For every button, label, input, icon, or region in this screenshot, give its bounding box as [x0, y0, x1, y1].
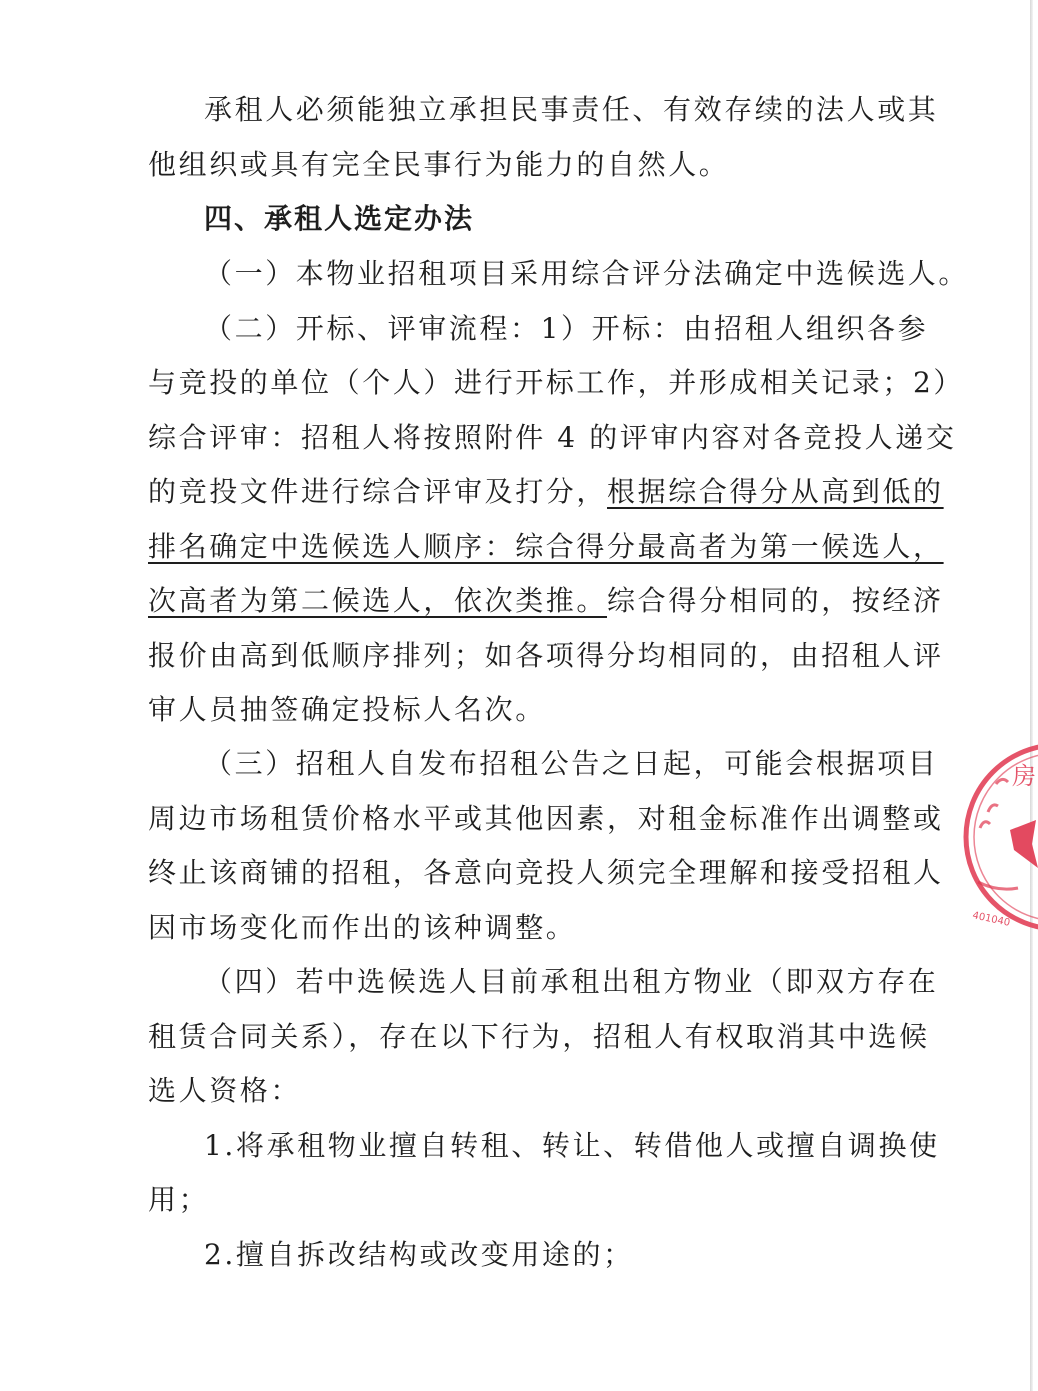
seal-text-top: 房 [1012, 762, 1036, 790]
text-line [204, 312, 928, 346]
text-segment: 综合得分相同的，按经济 [607, 584, 944, 617]
text-segment: 因市场变化而作出的该种调整。 [148, 911, 577, 944]
text-segment: 四、承租人选定办法 [204, 202, 475, 235]
text-line [204, 1238, 634, 1272]
text-segment: 用； [148, 1183, 210, 1216]
text-line [204, 965, 938, 999]
text-line [148, 584, 944, 618]
scan-edge [1030, 0, 1033, 1391]
text-segment: 综合评审：招租人将按照附件 4 的评审内容对各竞投人递交 [148, 421, 957, 454]
text-line [148, 1020, 930, 1054]
text-line [148, 802, 944, 836]
section-heading [204, 202, 474, 236]
text-line [204, 93, 938, 127]
text-line [148, 148, 729, 182]
text-segment: （二）开标、评审流程：1）开标：由招租人组织各参 [204, 312, 929, 345]
text-line [204, 1129, 940, 1163]
text-line [148, 1074, 301, 1108]
text-segment: 与竞投的单位（个人）进行开标工作，并形成相关记录；2） [148, 366, 965, 399]
seal-text-bottom: 401040 [971, 910, 1012, 929]
text-segment: 他组织或具有完全民事行为能力的自然人。 [148, 148, 730, 181]
text-segment: （四）若中选候选人目前承租出租方物业（即双方存在 [204, 965, 939, 998]
seal-graphic [958, 732, 1038, 942]
underlined-segment: 根据综合得分从高到低的 [607, 475, 944, 508]
text-line [148, 366, 964, 400]
text-line [148, 693, 546, 727]
text-segment: 租赁合同关系），存在以下行为，招租人有权取消其中选候 [148, 1020, 930, 1053]
text-line [148, 1183, 209, 1217]
text-segment: 选人资格： [148, 1074, 302, 1107]
text-line [148, 911, 576, 945]
text-segment: 终止该商铺的招租，各意向竞投人须完全理解和接受招租人 [148, 856, 944, 889]
underlined-segment: 次高者为第二候选人，依次类推。 [148, 584, 608, 617]
text-line [148, 639, 944, 673]
text-line [148, 856, 944, 890]
text-segment: （一）本物业招租项目采用综合评分法确定中选候选人。 [204, 257, 970, 290]
text-line [204, 257, 969, 291]
underlined-segment: 排名确定中选候选人顺序：综合得分最高者为第一候选人， [148, 530, 944, 563]
text-segment: 的竞投文件进行综合评审及打分， [148, 475, 608, 508]
text-line [204, 747, 938, 781]
text-segment: 审人员抽签确定投标人名次。 [148, 693, 546, 726]
official-seal [958, 732, 1038, 942]
text-segment: （三）招租人自发布招租公告之日起，可能会根据项目 [204, 747, 939, 780]
text-line [148, 475, 944, 509]
text-line [148, 421, 956, 455]
text-segment: 报价由高到低顺序排列；如各项得分均相同的，由招租人评 [148, 639, 944, 672]
text-segment: 周边市场租赁价格水平或其他因素，对租金标准作出调整或 [148, 802, 944, 835]
text-segment: 2.擅自拆改结构或改变用途的； [204, 1238, 634, 1271]
text-segment: 承租人必须能独立承担民事责任、有效存续的法人或其 [204, 93, 939, 126]
text-line [148, 530, 944, 564]
text-segment: 1.将承租物业擅自转租、转让、转借他人或擅自调换使 [204, 1129, 940, 1162]
